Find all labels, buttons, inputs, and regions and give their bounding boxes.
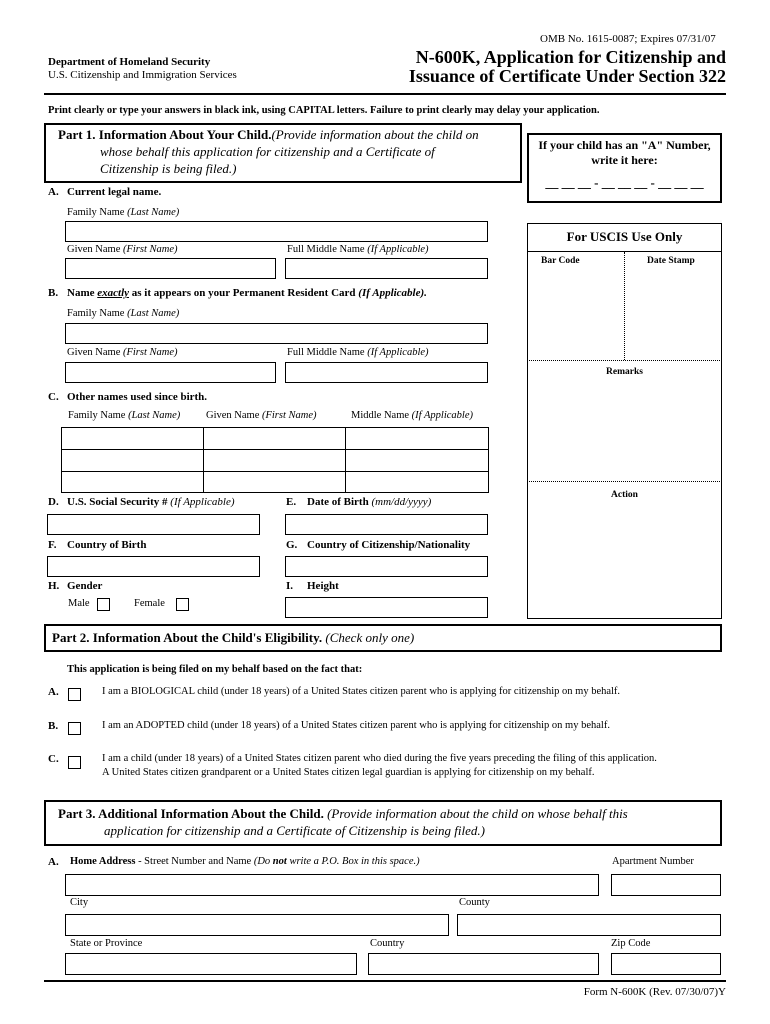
option-c-checkbox[interactable] bbox=[68, 756, 81, 769]
b-given-name-input[interactable] bbox=[65, 362, 276, 383]
part2-title bbox=[52, 630, 414, 646]
a-middle-name-hint: (If Applicable) bbox=[367, 244, 429, 255]
county-input[interactable] bbox=[457, 914, 721, 936]
part1-title-line3: Citizenship is being filed.) bbox=[100, 161, 237, 176]
zip-label: Zip Code bbox=[611, 938, 651, 949]
b-family-name-label bbox=[67, 308, 179, 319]
uscis-vertical-divider bbox=[624, 252, 625, 360]
section-e-letter: E. bbox=[286, 496, 297, 508]
option-c-letter: C. bbox=[48, 753, 59, 765]
omb-number: OMB No. 1615-0087; Expires 07/31/07 bbox=[540, 33, 716, 45]
street-label: - Street Number and Name bbox=[138, 856, 252, 867]
section-f-label: Country of Birth bbox=[67, 539, 147, 551]
b-family-name-text: Family Name bbox=[67, 308, 125, 319]
option-a-checkbox[interactable] bbox=[68, 688, 81, 701]
not-text: not bbox=[272, 856, 287, 867]
section-c-letter: C. bbox=[48, 391, 59, 403]
section-d-letter: D. bbox=[48, 496, 59, 508]
option-b-text: I am an ADOPTED child (under 18 years) of a United States citizen parent who is applying for citizenship on my behalf. bbox=[102, 720, 610, 731]
country-of-birth-input[interactable] bbox=[47, 556, 260, 577]
section-b-rest: as it appears on your Permanent Resident Card bbox=[131, 287, 356, 299]
part3-title bbox=[58, 806, 628, 822]
section-f-letter: F. bbox=[48, 539, 57, 551]
uscis-dotted-rule bbox=[529, 481, 720, 482]
part1-title bbox=[58, 127, 479, 143]
option-a-letter: A. bbox=[48, 686, 59, 698]
a-given-name-input[interactable] bbox=[65, 258, 276, 279]
a-middle-name-text: Full Middle Name bbox=[287, 244, 365, 255]
part1-title-bold: Part 1. Information About Your Child. bbox=[58, 127, 272, 142]
c-last-name-hint: (Last Name) bbox=[128, 410, 181, 421]
state-input[interactable] bbox=[65, 953, 357, 975]
a-given-name-text: Given Name bbox=[67, 244, 121, 255]
city-input[interactable] bbox=[65, 914, 449, 936]
uscis-dotted-rule bbox=[529, 360, 720, 361]
a-middle-name-label bbox=[287, 244, 429, 255]
b-middle-name-text: Full Middle Name bbox=[287, 347, 365, 358]
home-address-label bbox=[70, 856, 420, 867]
apartment-input[interactable] bbox=[611, 874, 721, 896]
footer-rule bbox=[44, 980, 726, 982]
instructions: Print clearly or type your answers in black ink, using CAPITAL letters. Failure to print clearly may delay your application. bbox=[48, 105, 600, 116]
b-middle-name-hint: (If Applicable) bbox=[367, 347, 429, 358]
state-label: State or Province bbox=[70, 938, 143, 949]
form-footer: Form N-600K (Rev. 07/30/07)Y bbox=[583, 986, 726, 998]
option-c-text-line1: I am a child (under 18 years) of a United States citizen parent who died during the five years preceding the filing of this application. bbox=[102, 753, 657, 764]
form-title-line2: Issuance of Certificate Under Section 322 bbox=[408, 66, 726, 86]
c-middle-name-text: Middle Name bbox=[351, 410, 410, 421]
part3-title-italic: (Provide information about the child on whose behalf this bbox=[327, 806, 628, 821]
b-family-name-input[interactable] bbox=[65, 323, 488, 344]
c-given-name-text: Given Name bbox=[206, 410, 260, 421]
action-label: Action bbox=[611, 490, 638, 500]
a-given-name-label bbox=[67, 244, 178, 255]
section-b-exactly: exactly bbox=[97, 287, 130, 299]
section-d-label bbox=[67, 496, 235, 508]
section-i-letter: I. bbox=[286, 580, 294, 592]
section-b-name: Name bbox=[67, 287, 95, 299]
female-label: Female bbox=[134, 598, 165, 609]
a-family-name-input[interactable] bbox=[65, 221, 488, 242]
department-name: Department of Homeland Security bbox=[48, 56, 211, 68]
a-number-field[interactable]: __ __ __ - __ __ __ - __ __ __ bbox=[545, 175, 704, 190]
c-table-row-divider bbox=[61, 449, 489, 450]
part2-title-italic: (Check only one) bbox=[325, 630, 415, 645]
a-middle-name-input[interactable] bbox=[285, 258, 488, 279]
agency-name: U.S. Citizenship and Immigration Services bbox=[48, 69, 237, 81]
section-d-text: U.S. Social Security # bbox=[67, 496, 168, 508]
c-middle-name-hint: (If Applicable) bbox=[411, 410, 473, 421]
c-family-name-label bbox=[68, 410, 180, 421]
option-b-letter: B. bbox=[48, 720, 59, 732]
part3-title-bold: Part 3. Additional Information About the Child. bbox=[58, 806, 324, 821]
section-i-label: Height bbox=[307, 580, 339, 592]
option-b-checkbox[interactable] bbox=[68, 722, 81, 735]
section-h-letter: H. bbox=[48, 580, 60, 592]
section-e-hint: (mm/dd/yyyy) bbox=[371, 496, 432, 508]
b-given-name-label bbox=[67, 347, 178, 358]
header-rule bbox=[44, 93, 726, 95]
section-h-label: Gender bbox=[67, 580, 103, 592]
c-first-name-hint: (First Name) bbox=[261, 410, 317, 421]
section-d-hint: (If Applicable) bbox=[170, 496, 235, 508]
section-a-letter: A. bbox=[48, 186, 59, 198]
b-middle-name-input[interactable] bbox=[285, 362, 488, 383]
country-label: Country bbox=[370, 938, 405, 949]
a-family-name-text: Family Name bbox=[67, 207, 125, 218]
remarks-label: Remarks bbox=[606, 367, 643, 377]
section-g-letter: G. bbox=[286, 539, 298, 551]
section-e-label bbox=[307, 496, 431, 508]
part2-intro: This application is being filed on my behalf based on the fact that: bbox=[67, 664, 363, 675]
c-middle-name-label bbox=[351, 410, 473, 421]
part1-title-line2: whose behalf this application for citizenship and a Certificate of bbox=[100, 144, 435, 159]
b-given-name-text: Given Name bbox=[67, 347, 121, 358]
male-label: Male bbox=[68, 598, 90, 609]
a-number-label2: write it here: bbox=[591, 153, 658, 167]
c-given-name-label bbox=[206, 410, 317, 421]
option-a-text: I am a BIOLOGICAL child (under 18 years) of a United States citizen parent who is applying for citizenship on my behalf. bbox=[102, 686, 621, 697]
section-g-label: Country of Citizenship/Nationality bbox=[307, 539, 471, 551]
a-last-name-hint: (Last Name) bbox=[127, 207, 180, 218]
part3-title-line2: application for citizenship and a Certificate of Citizenship is being filed.) bbox=[104, 823, 485, 838]
c-family-name-text: Family Name bbox=[68, 410, 126, 421]
home-address-text: Home Address bbox=[70, 856, 136, 867]
citizenship-input[interactable] bbox=[285, 556, 488, 577]
a-first-name-hint: (First Name) bbox=[122, 244, 178, 255]
address-letter: A. bbox=[48, 856, 59, 868]
bar-code-label: Bar Code bbox=[541, 256, 580, 266]
section-b-if-applicable: (If Applicable). bbox=[358, 287, 427, 299]
a-number-label1: If your child has an "A" Number, bbox=[538, 138, 711, 152]
do-text: (Do bbox=[253, 856, 271, 867]
part1-title-italic: (Provide information about the child on bbox=[271, 127, 479, 142]
section-c-label: Other names used since birth. bbox=[67, 391, 208, 403]
b-middle-name-label bbox=[287, 347, 429, 358]
ssn-input[interactable] bbox=[47, 514, 260, 535]
section-b-label bbox=[67, 287, 427, 299]
dob-input[interactable] bbox=[285, 514, 488, 535]
form-title-line1: N-600K, Application for Citizenship and bbox=[415, 47, 726, 67]
section-a-label: Current legal name. bbox=[67, 186, 162, 198]
b-first-name-hint: (First Name) bbox=[122, 347, 178, 358]
city-label: City bbox=[70, 897, 89, 908]
zip-input[interactable] bbox=[611, 953, 721, 975]
part2-title-bold: Part 2. Information About the Child's Eligibility. bbox=[52, 630, 323, 645]
c-table-row-divider bbox=[61, 471, 489, 472]
uscis-title: For USCIS Use Only bbox=[566, 229, 683, 244]
a-family-name-label bbox=[67, 207, 179, 218]
female-checkbox[interactable] bbox=[176, 598, 189, 611]
option-c-text-line2: A United States citizen grandparent or a United States citizen legal guardian is applying for citizenship on my behalf. bbox=[102, 767, 595, 778]
male-checkbox[interactable] bbox=[97, 598, 110, 611]
apartment-label: Apartment Number bbox=[612, 856, 694, 867]
section-b-letter: B. bbox=[48, 287, 59, 299]
section-e-text: Date of Birth bbox=[307, 496, 369, 508]
county-label: County bbox=[459, 897, 490, 908]
b-last-name-hint: (Last Name) bbox=[127, 308, 180, 319]
date-stamp-label: Date Stamp bbox=[647, 256, 695, 266]
c-table-col-divider bbox=[345, 427, 346, 493]
country-input[interactable] bbox=[368, 953, 599, 975]
c-names-table bbox=[61, 427, 489, 493]
c-table-col-divider bbox=[203, 427, 204, 493]
height-input[interactable] bbox=[285, 597, 488, 618]
po-box-text: write a P.O. Box in this space.) bbox=[289, 856, 420, 867]
street-input[interactable] bbox=[65, 874, 599, 896]
